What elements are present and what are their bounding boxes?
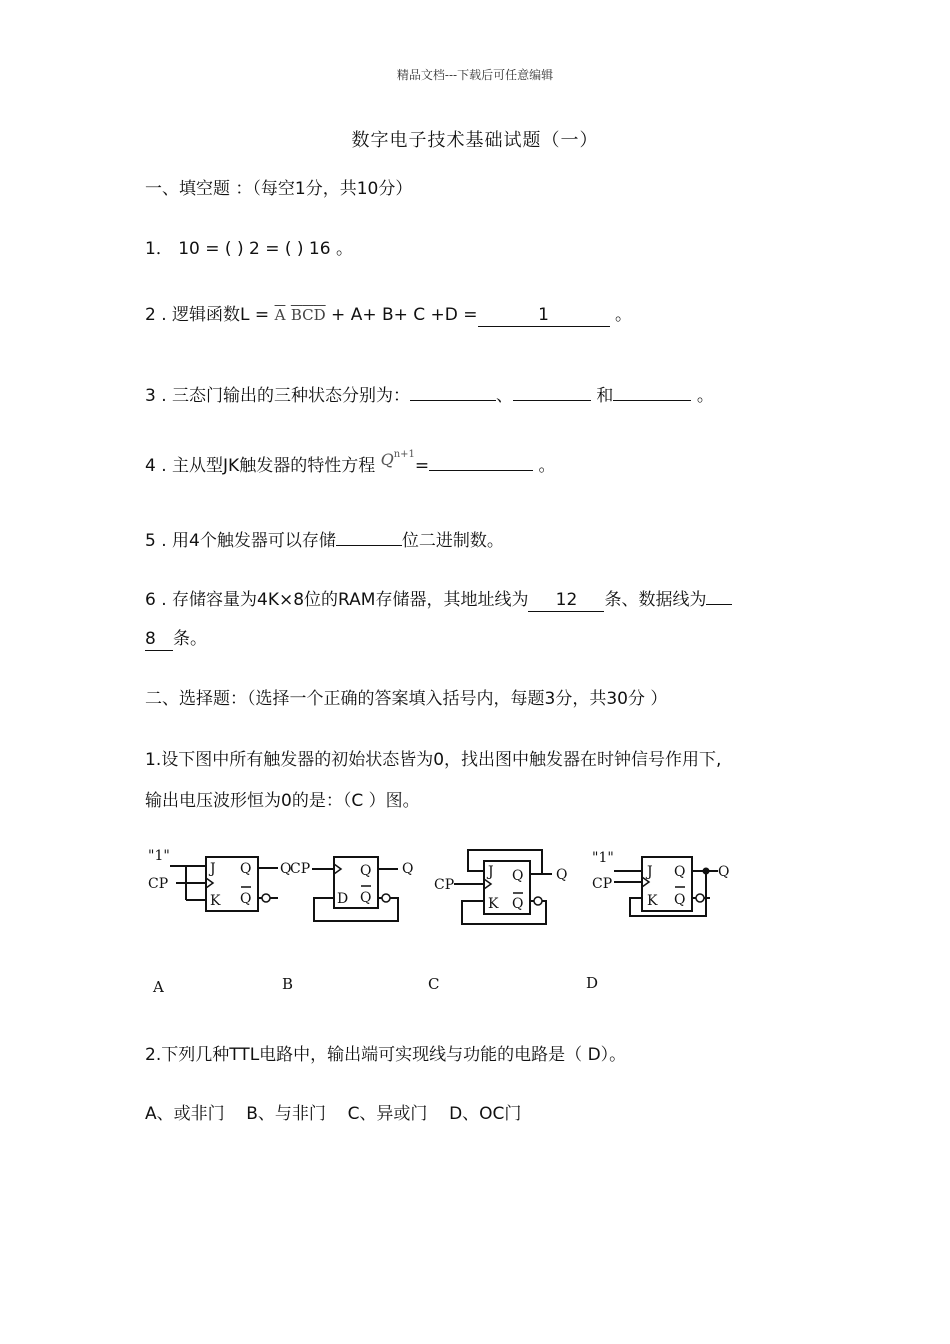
answer-blank: 8 [145, 629, 173, 651]
answer-blank [336, 524, 402, 546]
circuit-d-k: K [647, 893, 658, 909]
answer-blank: 12 [528, 590, 604, 612]
circuit-d [614, 857, 718, 916]
answer-blank [613, 379, 691, 401]
question-2-1-line1: 1.设下图中所有触发器的初始状态皆为0，找出图中触发器在时钟信号作用下, [145, 750, 722, 770]
circuit-d-label: D [586, 974, 599, 992]
circuit-d-j: J [647, 864, 653, 880]
circuit-c-out: Q [556, 867, 568, 883]
page-header: 精品文档---下载后可任意编辑 [396, 68, 554, 82]
circuit-d-qbar: Q [674, 892, 686, 908]
question-1-3: 3 . 三态门输出的三种状态分别为： 、 和 。 [145, 379, 714, 406]
circuit-a-label: A [153, 978, 164, 996]
question-1-5: 5 . 用4个触发器可以存储 位二进制数。 [145, 524, 504, 551]
answer-blank [706, 583, 732, 605]
circuit-a [170, 857, 278, 911]
circuit-d-q: Q [674, 864, 686, 880]
circuit-b-qbar: Q [360, 890, 372, 906]
circuit-b-q: Q [360, 863, 372, 879]
circuit-b-out: Q [402, 861, 414, 877]
overline-d: $\overline{D}$ [313, 306, 326, 324]
option-d: D、OC门 [449, 1104, 522, 1124]
overline-a: $\overline{A}$ [274, 306, 286, 324]
circuit-b-label: B [282, 975, 294, 993]
circuit-b [312, 857, 398, 921]
q-symbol: Q [380, 450, 394, 469]
circuit-a-input: "1" [148, 848, 170, 864]
option-a: A、或非门 [145, 1104, 225, 1124]
answer-blank [410, 379, 496, 401]
section1-heading: 一、填空题 ：（每空1分，共10分） [145, 179, 413, 199]
circuit-c-cp: CP [434, 877, 455, 893]
document-title: 数字电子技术基础试题（一） [351, 130, 599, 151]
question-1-1: 1． 10 = ( ) 2 = ( ) 16 。 [145, 239, 353, 259]
option-b: B、与非门 [246, 1104, 326, 1124]
option-c: C、异或门 [347, 1104, 428, 1124]
question-1-6: 6 . 存储容量为4K×8位的RAM存储器，其地址线为 12 条、数据线为 [145, 583, 732, 612]
circuit-d-out: Q [718, 864, 730, 880]
answer-blank [513, 379, 591, 401]
circuit-c-k: K [488, 896, 499, 912]
circuit-c [454, 850, 552, 924]
overline-c: $\overline{C}$ [302, 306, 314, 324]
circuit-a-cp: CP [148, 876, 169, 892]
question-2-1-line2: 输出电压波形恒为0的是：（C ）图。 [145, 791, 420, 811]
circuit-b-cp: CP [290, 861, 311, 877]
circuit-a-k: K [210, 893, 221, 909]
circuit-d-input: "1" [592, 850, 614, 866]
circuit-c-q: Q [512, 868, 524, 884]
question-2-2-options [145, 1099, 521, 1124]
overline-b: $\overline{B}$ [290, 306, 303, 324]
circuit-c-qbar: Q [512, 896, 524, 912]
circuit-a-q: Q [240, 861, 252, 877]
circuit-b-d: D [337, 891, 349, 907]
question-1-4: 4 . 主从型JK触发器的特性方程 $Q^{n+1}=$ 。 [145, 449, 556, 476]
answer-blank: 1 [478, 305, 610, 327]
answer-blank [429, 449, 533, 471]
section2-heading: 二、选择题：（选择一个正确的答案填入括号内，每题3分，共30分 ） [145, 689, 668, 709]
question-2-2: 2.下列几种TTL电路中，输出端可实现线与功能的电路是（ D）。 [145, 1045, 627, 1065]
circuit-c-j: J [488, 864, 494, 880]
question-1-2: 2 . 逻辑函数$L = \overline{A}$ $\overline{B}\overline{C}\overline{D} + A+ B+ C +D = 1$ 。 [145, 305, 632, 325]
question-1-6-cont: 8 条。 [145, 629, 207, 649]
circuit-a-out: Q [280, 861, 292, 877]
flipflop-circuits [140, 838, 780, 1003]
circuit-a-qbar: Q [240, 891, 252, 907]
q-superscript: n+1 [393, 449, 415, 460]
circuit-a-j: J [210, 861, 216, 877]
circuit-d-cp: CP [592, 876, 613, 892]
circuit-c-label: C [428, 975, 440, 993]
